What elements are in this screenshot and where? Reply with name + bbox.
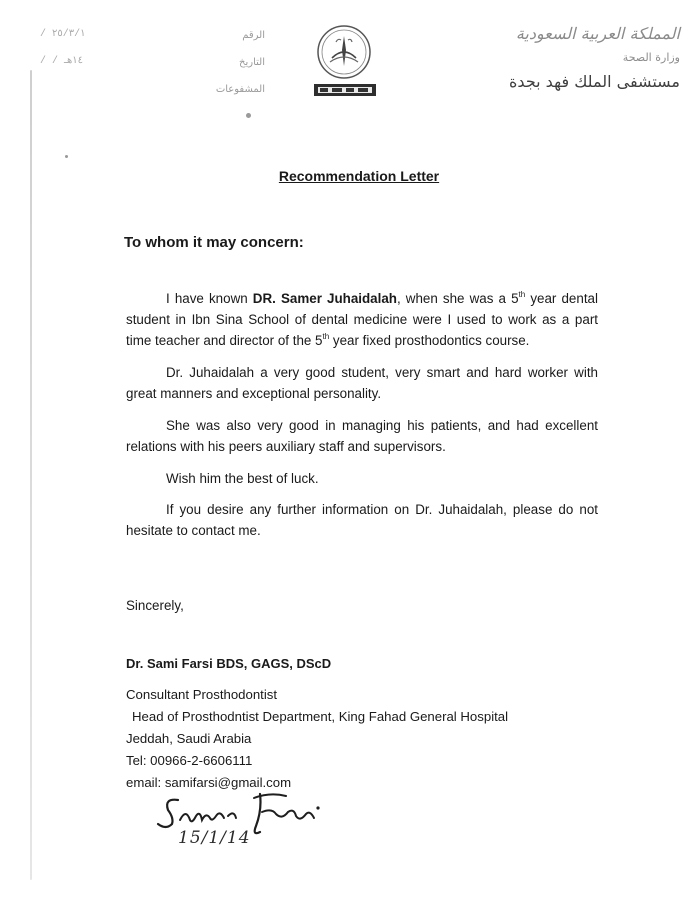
p1-superscript: th (518, 289, 526, 299)
paragraph-2: Dr. Juhaidalah a very good student, very smart and hard worker with great manners and exceptional personality. (126, 365, 598, 401)
p1-text-b: , when she was a 5 (396, 291, 519, 306)
date-label: التاريخ (239, 57, 265, 68)
arabic-ministry-line: وزارة الصحة (622, 51, 680, 64)
letterhead-arabic-block (430, 22, 680, 94)
signatory-email: email: samifarsi@gmail.com (126, 775, 292, 790)
scan-speck (65, 155, 68, 158)
scan-speck (246, 113, 251, 118)
scan-margin-line (30, 70, 32, 880)
signatory-department: Head of Prosthodntist Department, King Fahad General Hospital (132, 709, 509, 724)
arabic-kingdom-line: المملكة العربية السعودية (515, 24, 680, 43)
ref-row (40, 28, 265, 55)
signatory-location: Jeddah, Saudi Arabia (126, 731, 252, 746)
date-row (40, 55, 265, 82)
attachments-label: المشفوعات (215, 84, 265, 95)
handwritten-date: 15/1/14 (178, 828, 251, 848)
p1-text-c: year dental student in Ibn Sina School of dental medicine were I used to work as a part time teacher and director of the 5 (126, 291, 598, 348)
date-value: / / ١٤هـ (40, 56, 83, 67)
ref-label: الرقم (242, 30, 265, 41)
attachments-row (40, 82, 265, 109)
letterhead-reference-block (40, 28, 265, 109)
signatory-phone: Tel: 00966-2-6606111 (126, 753, 253, 768)
ref-value: / ٢٥/٣/١ (40, 29, 86, 40)
p1-superscript-2: th (322, 331, 330, 341)
handwritten-signature (150, 780, 350, 860)
signatory-title: Consultant Prosthodontist (126, 687, 278, 702)
signatory-details (126, 684, 508, 794)
signatory-name: Dr. Sami Farsi BDS, GAGS, DScD (126, 656, 332, 671)
closing: Sincerely, (126, 598, 184, 613)
arabic-hospital-line: مستشفى الملك فهد بجدة (509, 72, 680, 91)
letter-title: Recommendation Letter (278, 168, 440, 184)
saudi-emblem-icon (308, 22, 388, 102)
letterhead (0, 0, 700, 110)
paragraph-4: Wish him the best of luck. (166, 471, 319, 486)
p1-text-a: I have known (166, 291, 253, 306)
paragraph-1 (126, 288, 598, 351)
paragraph-3: She was also very good in managing his patients, and had excellent relations with his peers auxiliary staff and supervisors. (126, 418, 598, 454)
p1-text-d: year fixed prosthodontics course. (329, 333, 530, 348)
p1-student-name: DR. Samer Juhaidalah (252, 291, 397, 306)
letter-body (126, 288, 598, 552)
salutation: To whom it may concern: (124, 234, 304, 251)
paragraph-5: If you desire any further information on Dr. Juhaidalah, please do not hesitate to contact me. (126, 502, 598, 538)
